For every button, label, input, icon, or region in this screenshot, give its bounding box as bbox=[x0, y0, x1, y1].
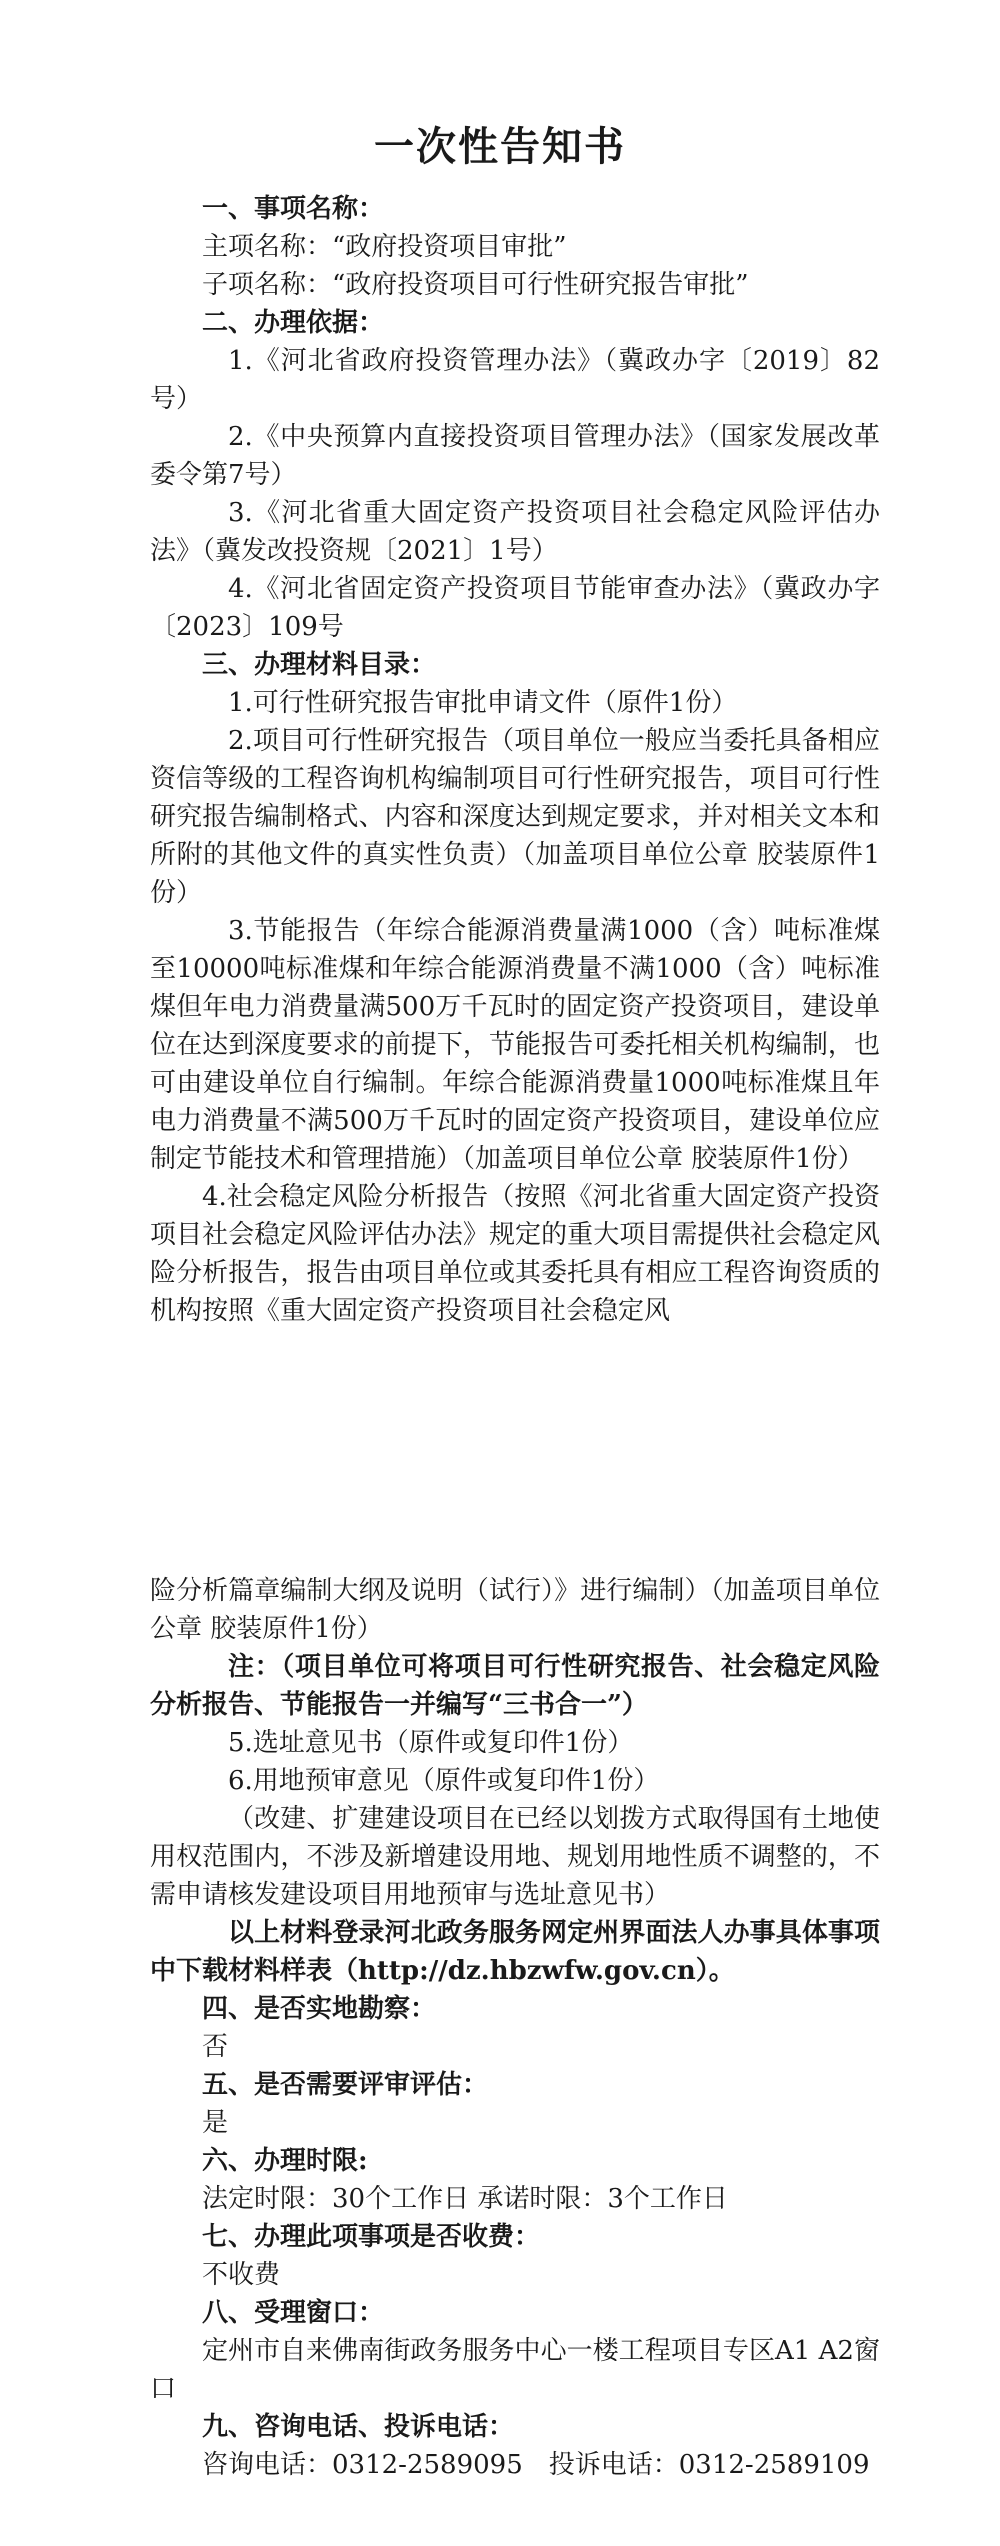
section-6-heading: 六、办理时限: bbox=[202, 2146, 368, 2176]
material-item-4-continued: 险分析篇章编制大纲及说明（试行）》进行编制）（加盖项目单位公章 胶装原件1份） bbox=[150, 1576, 880, 1644]
section-9-value: 咨询电话：0312-2589095 投诉电话：0312-2589109 bbox=[202, 2450, 870, 2480]
sub-item-name: 子项名称：“政府投资项目可行性研究报告审批” bbox=[202, 270, 749, 300]
section-4-heading: 四、是否实地勘察： bbox=[202, 1994, 437, 2024]
section-9-heading: 九、咨询电话、投诉电话： bbox=[202, 2412, 515, 2442]
section-4-value: 否 bbox=[202, 2032, 229, 2062]
basis-item: 4.《河北省固定资产投资项目节能审查办法》（冀政办字〔2023〕109号 bbox=[150, 574, 880, 642]
document-title: 一次性告知书 bbox=[374, 123, 626, 170]
three-in-one-note: 注：（项目单位可将项目可行性研究报告、社会稳定风险分析报告、节能报告一并编写“三书合一”） bbox=[150, 1652, 880, 1720]
material-item-3: 3.节能报告（年综合能源消费量满1000（含）吨标准煤至10000吨标准煤和年综合能源消费量不满1000（含）吨标准煤但年电力消费量满500万千瓦时的固定资产投资项目，建设单位在达到深度要求的前提下，节能报告可委托相关机构编制，也可由建设单位自行编制。年综合能源消费量1000吨标准煤且年电力消费量不满500万千瓦时的固定资产投资项目，建设单位应制定节能技术和管理措施）（加盖项目单位公章 胶装原件1份） bbox=[150, 916, 880, 1174]
material-item-2: 2.项目可行性研究报告（项目单位一般应当委托具备相应资信等级的工程咨询机构编制项目可行性研究报告，项目可行性研究报告编制格式、内容和深度达到规定要求，并对相关文本和所附的其他文件的真实性负责）（加盖项目单位公章 胶装原件1份） bbox=[150, 726, 880, 908]
material-item-6-note: （改建、扩建建设项目在已经以划拨方式取得国有土地使用权范围内，不涉及新增建设用地、规划用地性质不调整的，不需申请核发建设项目用地预审与选址意见书） bbox=[150, 1804, 880, 1910]
basis-item: 2.《中央预算内直接投资项目管理办法》（国家发展改革委令第7号） bbox=[150, 422, 880, 490]
section-7-value: 不收费 bbox=[202, 2260, 281, 2290]
main-item-name: 主项名称：“政府投资项目审批” bbox=[202, 232, 567, 262]
section-5-heading: 五、是否需要评审评估： bbox=[202, 2070, 489, 2100]
download-notice: 以上材料登录河北政务服务网定州界面法人办事具体事项中下载材料样表（http://dz.hbzwfw.gov.cn）。 bbox=[150, 1918, 880, 1986]
material-item-5: 5.选址意见书（原件或复印件1份） bbox=[228, 1728, 634, 1758]
section-7-heading: 七、办理此项事项是否收费： bbox=[202, 2222, 541, 2252]
basis-item: 1.《河北省政府投资管理办法》（冀政办字〔2019〕82号） bbox=[150, 346, 880, 414]
basis-item: 3.《河北省重大固定资产投资项目社会稳定风险评估办法》（冀发改投资规〔2021〕1号） bbox=[150, 498, 880, 566]
section-5-value: 是 bbox=[202, 2108, 229, 2138]
upper-content bbox=[150, 190, 880, 1330]
section-8-value: 定州市自来佛南街政务服务中心一楼工程项目专区A1 A2窗口 bbox=[150, 2336, 880, 2404]
material-item-4: 4.社会稳定风险分析报告（按照《河北省重大固定资产投资项目社会稳定风险评估办法》规定的重大项目需提供社会稳定风险分析报告，报告由项目单位或其委托具有相应工程咨询资质的机构按照《重大固定资产投资项目社会稳定风 bbox=[150, 1182, 880, 1326]
section-3-heading: 三、办理材料目录： bbox=[202, 650, 437, 680]
material-item-6: 6.用地预审意见（原件或复印件1份） bbox=[228, 1766, 660, 1796]
lower-content bbox=[150, 1572, 880, 2484]
material-item-1: 1.可行性研究报告审批申请文件（原件1份） bbox=[228, 688, 738, 718]
section-8-heading: 八、受理窗口： bbox=[202, 2298, 385, 2328]
section-1-heading: 一、事项名称： bbox=[202, 194, 385, 224]
section-6-value: 法定时限：30个工作日 承诺时限：3个工作日 bbox=[202, 2184, 728, 2214]
section-2-heading: 二、办理依据： bbox=[202, 308, 385, 338]
